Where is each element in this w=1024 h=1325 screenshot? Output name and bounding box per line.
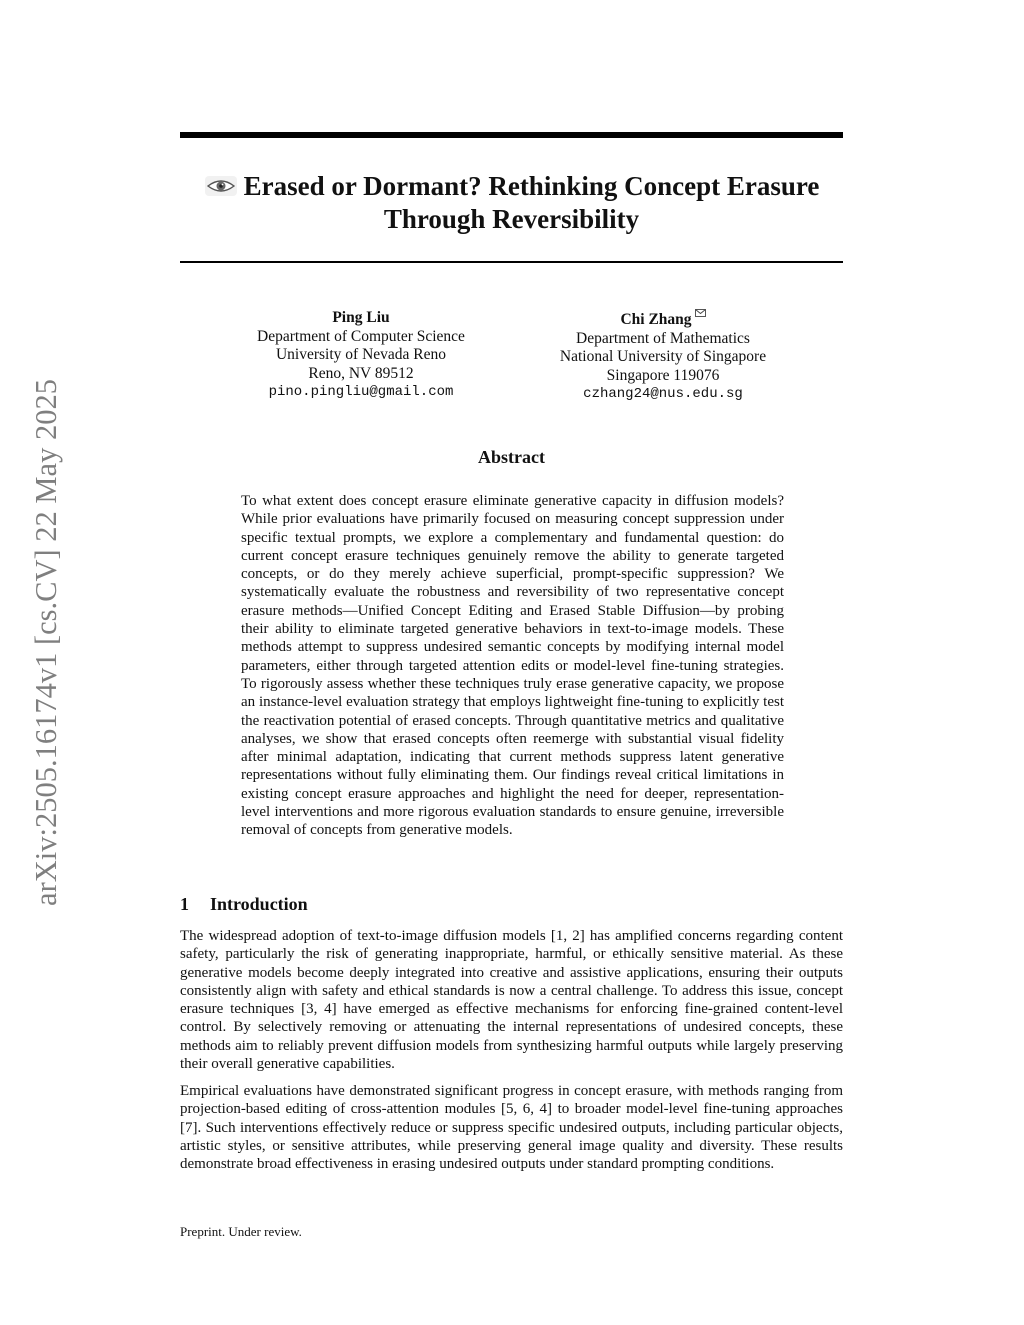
footer-note: Preprint. Under review.: [180, 1224, 302, 1239]
paper-title-block: [180, 170, 843, 236]
section-number: 1: [180, 894, 189, 914]
section-title: Introduction: [210, 894, 308, 914]
author-institution: National University of Singapore: [559, 348, 767, 365]
arxiv-identifier: [29, 345, 63, 940]
author-department: Department of Mathematics: [576, 329, 750, 347]
intro-paragraph-1: The widespread adoption of text-to-image diffusion models [1, 2] has amplified concerns regarding content safety, particularly the risk of generating inappropriate, harmful, or ethically sensitive material. As these generative models become deeply integrated into creative and assistive applications, ensuring their outputs consistently align with safety and ethical standards is now a central challenge. To address this issue, concept erasure techniques [3, 4] have emerged as effective mechanisms for enforcing fine-grained content-level control. By selectively removing or attenuating the internal representations of undesired concepts, these methods aim to reliably prevent diffusion models from synthesizing harmful outputs while largely preserving their overall generative capabilities.: [180, 928, 843, 1073]
author-name: Ping Liu: [332, 309, 390, 326]
intro-paragraph-2: Empirical evaluations have demonstrated significant progress in concept erasure, with methods ranging from projection-based editing of cross-attention modules [5, 6, 4] to broader model-level fine-tuning approaches [7]. Such interventions effectively reduce or suppress specific undesired outputs, including particular objects, artistic styles, or sensitive attributes, while preserving general image quality and diversity. These results demonstrate broad effectiveness in erasing undesired outputs under standard prompting conditions.: [180, 1083, 843, 1173]
author-address: Reno, NV 89512: [308, 364, 414, 382]
author-email[interactable]: czhang24@nus.edu.sg: [583, 386, 743, 402]
author-address: Singapore 119076: [606, 366, 720, 384]
abstract-body: To what extent does concept erasure eliminate generative capacity in diffusion models? While prior evaluations have primarily focused on measuring concept suppression under specific textual prompts, we explore a complementary and fundamental question: do current concept erasure techniques genuinely remove the ability to generate targeted concepts, or do they merely achieve superficial, prompt-specific suppression? We systematically evaluate the robustness and reversibility of two representative concept erasure methods—Unified Concept Editing and Erased Stable Diffusion—by probing their ability to eliminate targeted generative behaviors in text-to-image models. These methods attempt to suppress undesired semantic concepts by modifying internal model parameters, either through targeted attention edits or model-level fine-tuning strategies. To rigorously assess whether these techniques truly erase generative capacity, we propose an instance-level evaluation strategy that employs lightweight fine-tuning to explicitly test the reactivation potential of erased concepts. Through quantitative metrics and qualitative analyses, we show that erased concepts often reemerge with substantial visual fidelity after minimal adaptation, indicating that current methods suppress latent generative representations without fully eliminating them. Our findings reveal critical limitations in existing concept erasure approaches and highlight the need for deeper, representation-level interventions and more rigorous evaluation standards to ensure genuine, irreversible removal of concepts from generative models.: [241, 493, 784, 839]
paper-title: Erased or Dormant? Rethinking Concept Erasure Through Reversibility: [243, 171, 820, 234]
section-heading: [180, 894, 308, 915]
author-email[interactable]: pino.pingliu@gmail.com: [268, 384, 454, 400]
author-block-1: [211, 309, 511, 402]
title-bottom-rule: [180, 261, 843, 263]
abstract-heading: Abstract: [478, 447, 545, 467]
corresponding-author-mail-icon: [695, 309, 706, 317]
arxiv-identifier-text: arXiv:2505.16174v1 [cs.CV] 22 May 2025: [28, 379, 63, 906]
title-top-rule: [180, 132, 843, 138]
author-institution: University of Nevada Reno: [275, 346, 447, 363]
eye-icon: [204, 175, 238, 197]
author-department: Department of Computer Science: [257, 327, 465, 345]
author-name: Chi Zhang: [620, 311, 692, 328]
author-block-2: [513, 309, 813, 404]
